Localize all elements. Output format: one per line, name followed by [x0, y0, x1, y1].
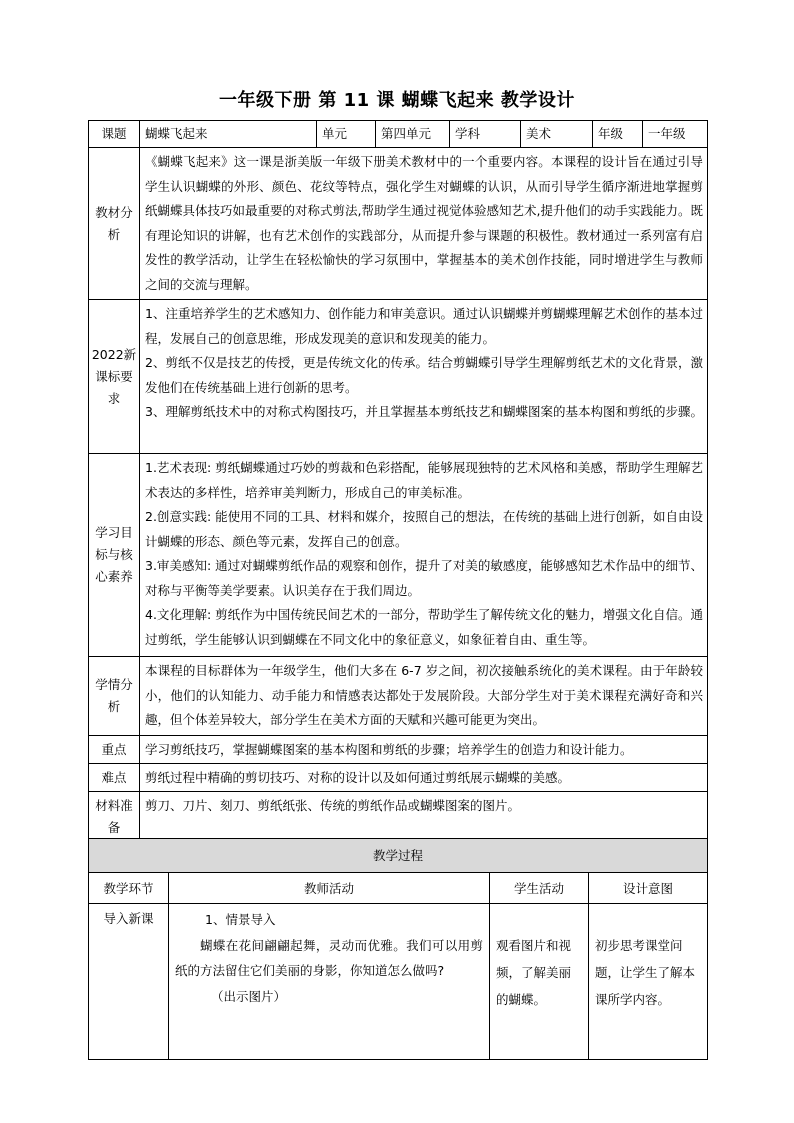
mubiao-item: 2.创意实践: 能使用不同的工具、材料和媒介，按照自己的想法，在传统的基础上进行创新，如自由设计蝴蝶的形态、颜色等元素，发挥自己的创意。: [145, 509, 703, 549]
col-stage-header: 教学环节: [89, 873, 169, 904]
process-header-row: [89, 873, 708, 904]
nandian-row: [89, 764, 708, 792]
col-intent-header: 设计意图: [589, 873, 708, 904]
student-cell: 观看图片和视频，了解美丽的蝴蝶。: [490, 904, 589, 1060]
biaozhun-label: 2022新课标要求: [89, 300, 140, 454]
teacher-title: 1、情景导入: [205, 912, 276, 927]
biaozhun-item: 1、注重培养学生的艺术感知力、创作能力和审美意识。通过认识蝴蝶并剪蝴蝶理解艺术创作的基本过程，发展自己的创意思维，形成发现美的意识和发现美的能力。: [145, 306, 703, 346]
table-row: [89, 904, 708, 1060]
zhongdian-row: [89, 736, 708, 764]
subject-value: 美术: [521, 121, 593, 148]
grade-label: 年级: [593, 121, 643, 148]
page-title: 一年级下册 第 11 课 蝴蝶飞起来 教学设计: [219, 90, 575, 111]
keti-value: 蝴蝶飞起来: [140, 121, 317, 148]
xueqing-text: 本课程的目标群体为一年级学生，他们大多在 6-7 岁之间，初次接触系统化的美术课程。由于年龄较小，他们的认知能力、动手能力和情感表达都处于发展阶段。大部分学生对于美术课程充满好奇和兴趣，但个体差异较大，部分学生在美术方面的天赋和兴趣可能更为突出。: [140, 657, 708, 736]
biaozhun-item: 2、剪纸不仅是技艺的传授，更是传统文化的传承。结合剪蝴蝶引导学生理解剪纸艺术的文化背景，激发他们在传统基础上进行创新的思考。: [145, 355, 703, 395]
mubiao-item: 1.艺术表现: 剪纸蝴蝶通过巧妙的剪裁和色彩搭配，能够展现独特的艺术风格和美感，帮助学生理解艺术表达的多样性，培养审美判断力，形成自己的审美标准。: [145, 460, 703, 500]
teacher-text: 蝴蝶在花间翩翩起舞，灵动而优雅。我们可以用剪纸的方法留住它们美丽的身影，你知道怎么做吗?: [175, 937, 483, 978]
mubiao-row: [89, 454, 708, 657]
stage-cell: 导入新课: [89, 904, 169, 1060]
unit-label: 单元: [317, 121, 376, 148]
cailiao-label: 材料准备: [89, 792, 140, 842]
jiaocai-text: 《蝴蝶飞起来》这一课是浙美版一年级下册美术教材中的一个重要内容。本课程的设计旨在通过引导学生认识蝴蝶的外形、颜色、花纹等特点，强化学生对蝴蝶的认识，从而引导学生循序渐进地掌握剪纸蝴蝶具体技巧如最重要的对称式剪法,帮助学生通过视觉体验感知艺术,提升他们的动手实践能力。既有理论知识的讲解，也有艺术创作的实践部分，从而提升参与课题的积极性。教材通过一系列富有启发性的教学活动，让学生在轻松愉快的学习氛围中，掌握基本的美术创作技能，同时增进学生与教师之间的交流与理解。: [140, 148, 708, 300]
col-student-header: 学生活动: [490, 873, 589, 904]
nandian-label: 难点: [89, 764, 140, 792]
zhongdian-text: 学习剪纸技巧，掌握蝴蝶图案的基本构图和剪纸的步骤；培养学生的创造力和设计能力。: [140, 736, 708, 764]
biaozhun-item: 3、理解剪纸技术中的对称式构图技巧，并且掌握基本剪纸技艺和蝴蝶图案的基本构图和剪纸的步骤。: [145, 404, 703, 419]
info-table: [88, 120, 708, 842]
biaozhun-row: [89, 300, 708, 454]
mubiao-item: 4.文化理解: 剪纸作为中国传统民间艺术的一部分，帮助学生了解传统文化的魅力，增强文化自信。通过剪纸，学生能够认识到蝴蝶在不同文化中的象征意义，如象征着自由、重生等。: [145, 607, 703, 647]
unit-value: 第四单元: [376, 121, 450, 148]
col-teacher-header: 教师活动: [169, 873, 490, 904]
zhongdian-label: 重点: [89, 736, 140, 764]
mubiao-label: 学习目标与核心素养: [89, 454, 140, 657]
keti-label: 课题: [89, 121, 140, 148]
intent-cell: 初步思考课堂问题，让学生了解本课所学内容。: [589, 904, 708, 1060]
xueqing-label: 学情分析: [89, 657, 140, 736]
cailiao-row: [89, 792, 708, 842]
jiaocai-row: [89, 148, 708, 300]
process-heading: 教学过程: [89, 839, 708, 873]
subject-label: 学科: [450, 121, 521, 148]
teacher-note: （出示图片）: [211, 988, 287, 1004]
cailiao-text: 剪刀、刀片、刻刀、剪纸纸张、传统的剪纸作品或蝴蝶图案的图片。: [140, 792, 708, 842]
jiaocai-label: 教材分析: [89, 148, 140, 300]
process-table: [88, 838, 708, 1060]
header-row: [89, 121, 708, 148]
mubiao-item: 3.审美感知: 通过对蝴蝶剪纸作品的观察和创作，提升了对美的敏感度，能够感知艺术作品中的细节、对称与平衡等美学要素。认识美存在于我们周边。: [145, 558, 703, 598]
xueqing-row: [89, 657, 708, 736]
nandian-text: 剪纸过程中精确的剪切技巧、对称的设计以及如何通过剪纸展示蝴蝶的美感。: [140, 764, 708, 792]
grade-value: 一年级: [643, 121, 708, 148]
